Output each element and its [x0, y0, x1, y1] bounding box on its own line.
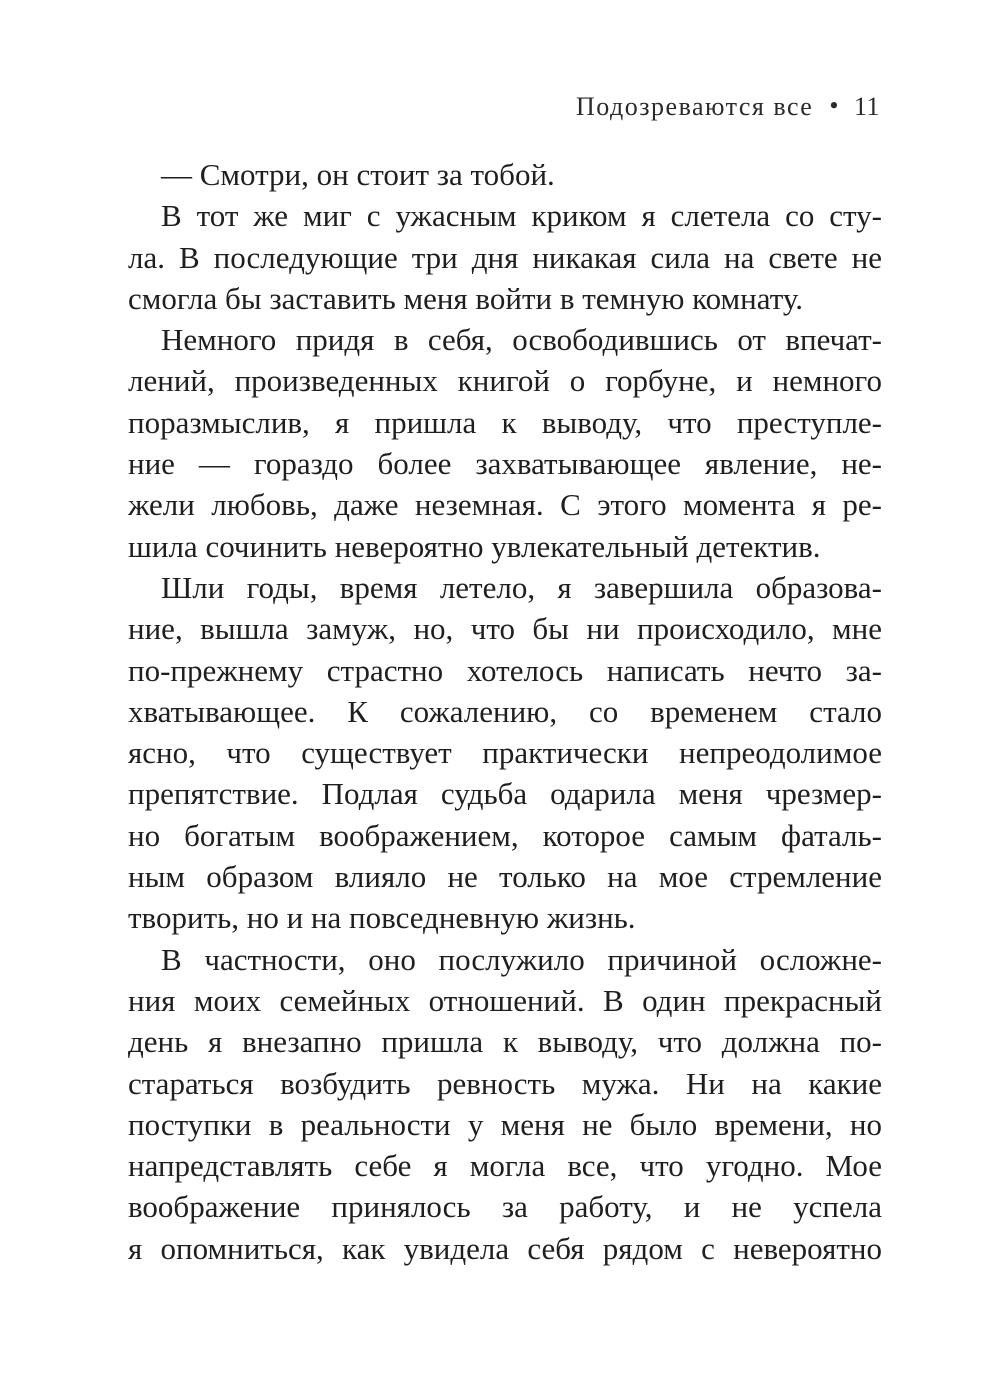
text-line: творить, но и на повседневную жизнь. [128, 900, 636, 936]
text-line: В частности, оно послужило причиной осложне- [161, 941, 882, 977]
text-line: я опомниться, как увидела себя рядом с невероятно [128, 1230, 882, 1266]
running-header [576, 92, 880, 122]
running-title: Подозреваются все [576, 92, 814, 121]
text-line: Шли годы, время летело, я завершила образова- [161, 569, 882, 605]
text-line: поразмыслив, я пришла к выводу, что преступле- [128, 404, 882, 440]
header-separator-bullet: • [829, 91, 840, 120]
text-line: хватывающее. К сожалению, со временем стало [128, 693, 882, 729]
text-line: лений, произведенных книгой о горбуне, и немного [128, 363, 882, 399]
text-line: но богатым воображением, которое самым фаталь- [128, 817, 882, 853]
text-line: смогла бы заставить меня войти в темную комнату. [128, 280, 803, 316]
text-line: ясно, что существует практически непреодолимое [128, 735, 882, 771]
text-line: ние, вышла замуж, но, что бы ни происходило, мне [128, 611, 882, 647]
page-number: 11 [853, 92, 880, 121]
text-line: ным образом влияло не только на мое стремление [128, 859, 882, 895]
text-line: препятствие. Подлая судьба одарила меня чрезмер- [128, 776, 882, 812]
text-line: поступки в реальности у меня не было времени, но [128, 1106, 882, 1142]
text-line: день я внезапно пришла к выводу, что должна по- [128, 1024, 882, 1060]
text-line: напредставлять себе я могла все, что угодно. Мое [128, 1148, 882, 1184]
text-line: ния моих семейных отношений. В один прекрасный [128, 982, 882, 1018]
text-line: — Смотри, он стоит за тобой. [161, 157, 555, 192]
text-line: жели любовь, даже неземная. С этого момента я ре- [128, 487, 882, 523]
text-line: ла. В последующие три дня никакая сила на свете не [128, 239, 882, 275]
text-line: В тот же миг с ужасным криком я слетела со сту- [161, 198, 882, 234]
text-line: стараться возбудить ревность мужа. Ни на какие [128, 1065, 882, 1101]
text-line: воображение принялось за работу, и не успела [128, 1189, 882, 1225]
text-line: ние — гораздо более захватывающее явление, не- [128, 446, 882, 482]
text-line: Немного придя в себя, освободившись от впечат- [161, 322, 882, 358]
text-line: шила сочинить невероятно увлекательный детектив. [128, 528, 821, 564]
body-text [128, 154, 882, 1269]
text-line: по-прежнему страстно хотелось написать нечто за- [128, 652, 882, 688]
